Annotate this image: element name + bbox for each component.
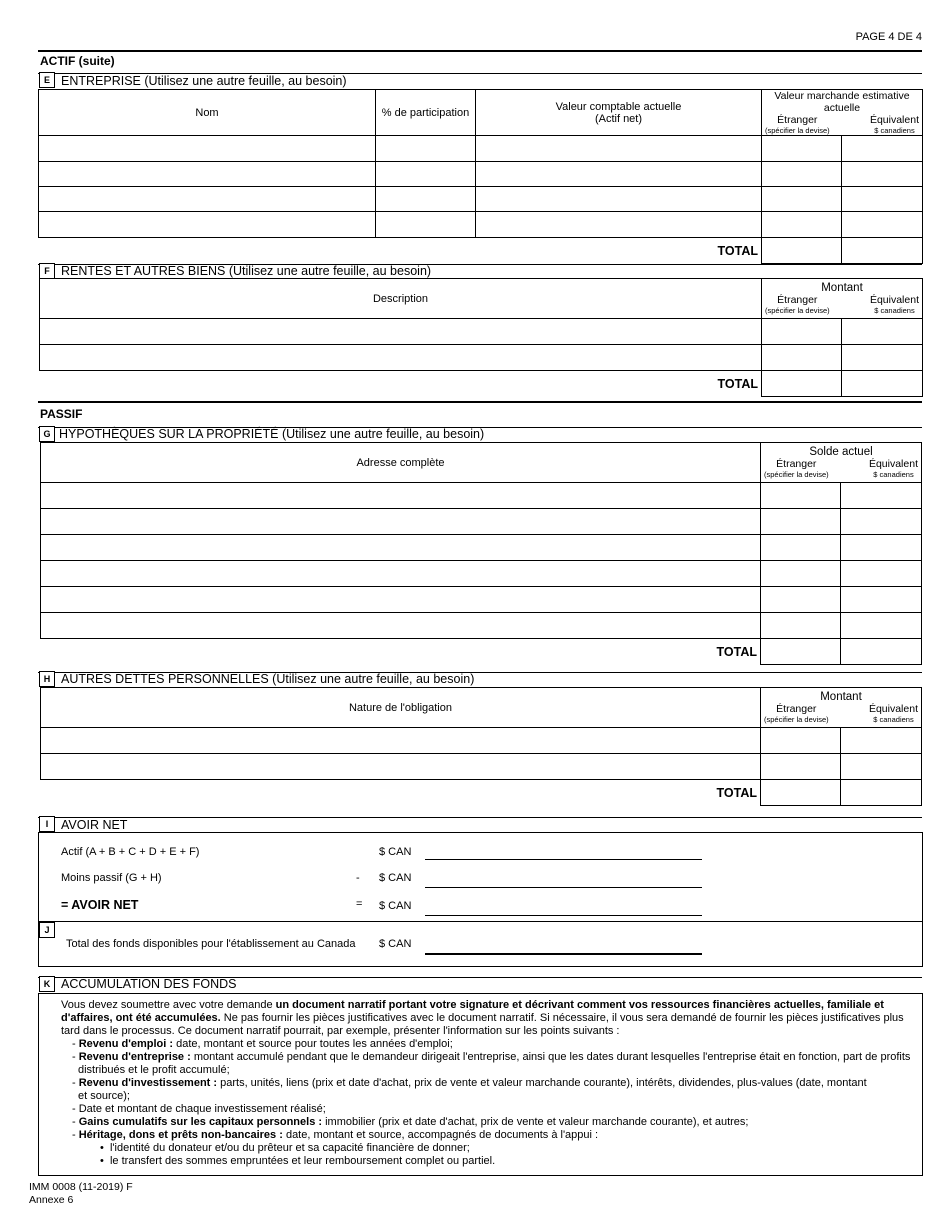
entry-cell[interactable] bbox=[762, 162, 842, 187]
bullet-label: Héritage, dons et prêts non-bancaires : bbox=[78, 1129, 283, 1141]
bullet-label: Revenu d'entreprise : bbox=[78, 1051, 191, 1063]
bullet-text: parts, unités, liens (prix et date d'achat, prix de vente et valeur marchande courante), intérêts, dividendes, plus-values (date, montant et source); bbox=[78, 1077, 867, 1103]
table-row[interactable] bbox=[40, 345, 923, 371]
entry-cell[interactable] bbox=[841, 754, 922, 780]
entry-cell[interactable] bbox=[761, 535, 841, 561]
section-k-title: ACCUMULATION DES FONDS bbox=[61, 977, 237, 991]
entry-cell[interactable] bbox=[841, 613, 922, 639]
entry-cell[interactable] bbox=[41, 754, 761, 780]
table-row[interactable] bbox=[39, 212, 923, 238]
col-balance-title: Solde actuel bbox=[809, 446, 873, 458]
entry-cell[interactable] bbox=[41, 509, 761, 535]
col-market-header bbox=[762, 90, 923, 136]
entry-cell[interactable] bbox=[41, 561, 761, 587]
mortgages-table bbox=[40, 442, 922, 665]
entry-cell[interactable] bbox=[762, 136, 842, 162]
table-row[interactable] bbox=[41, 754, 922, 780]
entry-cell[interactable] bbox=[376, 212, 476, 238]
foreign-sublabel: (spécifier la devise) bbox=[765, 306, 830, 315]
total-equiv-cell[interactable] bbox=[842, 238, 923, 264]
available-funds-label: Total des fonds disponibles pour l'établissement au Canada bbox=[66, 938, 356, 950]
total-equiv-cell[interactable] bbox=[842, 371, 923, 397]
entry-cell[interactable] bbox=[841, 483, 922, 509]
entry-cell[interactable] bbox=[376, 162, 476, 187]
entry-cell[interactable] bbox=[41, 483, 761, 509]
table-row[interactable] bbox=[39, 187, 923, 212]
entry-cell[interactable] bbox=[761, 754, 841, 780]
heading-rule bbox=[38, 50, 922, 52]
bullet-text: Date et montant de chaque investissement réalisé; bbox=[78, 1103, 326, 1115]
table-row[interactable] bbox=[41, 613, 922, 639]
entry-cell[interactable] bbox=[762, 187, 842, 212]
col-pct-header: % de participation bbox=[376, 90, 476, 136]
entry-cell[interactable] bbox=[762, 345, 842, 371]
section-i-letter: I bbox=[39, 816, 55, 832]
entry-cell[interactable] bbox=[841, 728, 922, 754]
section-g-letter: G bbox=[39, 426, 55, 442]
net-worth-field[interactable] bbox=[425, 915, 702, 916]
foreign-sublabel: (spécifier la devise) bbox=[765, 126, 830, 135]
entry-cell[interactable] bbox=[476, 162, 762, 187]
total-foreign-cell[interactable] bbox=[761, 780, 841, 806]
foreign-label: Étranger bbox=[777, 114, 818, 126]
table-row[interactable] bbox=[41, 728, 922, 754]
bullet-dot-icon: • bbox=[100, 1155, 104, 1167]
table-row[interactable] bbox=[41, 509, 922, 535]
table-row[interactable] bbox=[39, 136, 923, 162]
entry-cell[interactable] bbox=[761, 483, 841, 509]
section-h-title: AUTRES DETTES PERSONNELLES (Utilisez une autre feuille, au besoin) bbox=[61, 672, 475, 686]
net-worth-label: = AVOIR NET bbox=[61, 898, 139, 912]
entry-cell[interactable] bbox=[841, 587, 922, 613]
foreign-label: Étranger bbox=[776, 458, 817, 470]
entry-cell[interactable] bbox=[376, 136, 476, 162]
equals-sign: = bbox=[356, 898, 363, 910]
entry-cell[interactable] bbox=[40, 345, 762, 371]
available-funds-field[interactable] bbox=[425, 953, 702, 955]
col-market-title: Valeur marchande estimative actuelle bbox=[774, 90, 910, 114]
entry-cell[interactable] bbox=[841, 535, 922, 561]
currency-label: $ CAN bbox=[379, 872, 412, 884]
equiv-sublabel: $ canadiens bbox=[874, 306, 915, 315]
section-i-title: AVOIR NET bbox=[61, 818, 128, 832]
entry-cell[interactable] bbox=[41, 587, 761, 613]
sub-list-item bbox=[100, 1142, 900, 1155]
intro-text-cont: Ne pas fournir les pièces justificatives avec le document narratif. Si nécessaire, il vous sera demandé de fournir les pièces justificatives plus tard dans le processus. Ce document narratif pourrait, par exemple, présenter l'information sur les points suivants : bbox=[61, 1012, 904, 1038]
equiv-sublabel: $ canadiens bbox=[874, 126, 915, 135]
entry-cell[interactable] bbox=[39, 136, 376, 162]
intro-bold-text: un document narratif portant votre signature et décrivant comment vos ressources financières actuelles, familiale et d'affaires, ont été accumulées. bbox=[61, 999, 884, 1025]
section-rule bbox=[38, 921, 922, 922]
total-label: TOTAL bbox=[39, 238, 762, 264]
bullet-text: date, montant et source, accompagnés de documents à l'appui : bbox=[282, 1129, 599, 1141]
annuities-table bbox=[39, 278, 923, 397]
currency-label: $ CAN bbox=[379, 938, 412, 950]
form-id: IMM 0008 (11-2019) F bbox=[29, 1181, 133, 1193]
total-foreign-cell[interactable] bbox=[762, 238, 842, 264]
foreign-label: Étranger bbox=[776, 703, 817, 715]
entry-cell[interactable] bbox=[40, 319, 762, 345]
entry-cell[interactable] bbox=[41, 613, 761, 639]
equiv-label: Équivalent bbox=[869, 294, 919, 306]
entry-cell[interactable] bbox=[39, 162, 376, 187]
col-book-line2: (Actif net) bbox=[594, 112, 643, 125]
table-row[interactable] bbox=[40, 319, 923, 345]
entry-cell[interactable] bbox=[761, 561, 841, 587]
foreign-label: Étranger bbox=[777, 294, 818, 306]
total-equiv-cell[interactable] bbox=[841, 639, 922, 665]
bullet-label: Gains cumulatifs sur les capitaux personnels : bbox=[78, 1116, 323, 1128]
currency-label: $ CAN bbox=[379, 846, 412, 858]
entry-cell[interactable] bbox=[41, 535, 761, 561]
liabilities-heading: PASSIF bbox=[40, 407, 83, 421]
list-item: - Date et montant de chaque investissement réalisé; bbox=[72, 1103, 326, 1115]
col-book-header bbox=[476, 90, 762, 136]
section-e-letter: E bbox=[39, 72, 55, 88]
table-row[interactable] bbox=[39, 162, 923, 187]
entry-cell[interactable] bbox=[39, 187, 376, 212]
entry-cell[interactable] bbox=[842, 187, 923, 212]
entry-cell[interactable] bbox=[842, 136, 923, 162]
entry-cell[interactable] bbox=[841, 509, 922, 535]
entry-cell[interactable] bbox=[41, 728, 761, 754]
entry-cell[interactable] bbox=[761, 509, 841, 535]
section-g-title: HYPOTHÈQUES SUR LA PROPRIÉTÉ (Utilisez une autre feuille, au besoin) bbox=[59, 427, 485, 441]
heading-rule bbox=[38, 401, 922, 403]
liabilities-sum-label: Moins passif (G + H) bbox=[61, 872, 162, 884]
assets-sum-field[interactable] bbox=[425, 859, 702, 860]
section-j-letter: J bbox=[39, 922, 55, 938]
col-amount-header bbox=[762, 279, 923, 319]
entry-cell[interactable] bbox=[842, 162, 923, 187]
assets-heading: ACTIF (suite) bbox=[40, 54, 115, 68]
entry-cell[interactable] bbox=[761, 728, 841, 754]
entry-cell[interactable] bbox=[842, 319, 923, 345]
page-number: PAGE 4 DE 4 bbox=[855, 31, 922, 43]
section-e-title: ENTREPRISE (Utilisez une autre feuille, au besoin) bbox=[61, 74, 347, 88]
col-desc-header: Description bbox=[40, 279, 762, 319]
minus-sign: - bbox=[356, 872, 360, 884]
section-f-letter: F bbox=[39, 263, 55, 279]
section-rule bbox=[38, 817, 922, 818]
intro-text: Vous devez soumettre avec votre demande bbox=[61, 999, 276, 1011]
entry-cell[interactable] bbox=[842, 212, 923, 238]
col-balance-header bbox=[761, 443, 922, 483]
business-table bbox=[38, 89, 923, 264]
total-foreign-cell[interactable] bbox=[761, 639, 841, 665]
entry-cell[interactable] bbox=[841, 561, 922, 587]
total-label: TOTAL bbox=[40, 371, 762, 397]
entry-cell[interactable] bbox=[762, 212, 842, 238]
sub-bullet-text: le transfert des sommes empruntées et leur remboursement complet ou partiel. bbox=[109, 1155, 496, 1167]
debts-table bbox=[40, 687, 922, 806]
entry-cell[interactable] bbox=[842, 345, 923, 371]
equiv-label: Équivalent bbox=[868, 703, 918, 715]
table-row[interactable] bbox=[41, 561, 922, 587]
sub-list-item bbox=[100, 1155, 900, 1168]
col-amount-title: Montant bbox=[821, 282, 863, 294]
col-nature-header: Nature de l'obligation bbox=[41, 688, 761, 728]
sub-bullet-text: l'identité du donateur et/ou du prêteur et sa capacité financière de donner; bbox=[109, 1142, 470, 1154]
annex-label: Annexe 6 bbox=[29, 1194, 74, 1206]
equiv-label: Équivalent bbox=[868, 458, 918, 470]
entry-cell[interactable] bbox=[476, 187, 762, 212]
bullet-text: montant accumulé pendant que le demandeur dirigeait l'entreprise, ainsi que les dates durant lesquelles l'entreprise était en fonction, part de profits distribués et le profit accumulé; bbox=[78, 1051, 911, 1077]
section-f-title: RENTES ET AUTRES BIENS (Utilisez une autre feuille, au besoin) bbox=[61, 264, 432, 278]
entry-cell[interactable] bbox=[476, 136, 762, 162]
entry-cell[interactable] bbox=[762, 319, 842, 345]
equiv-sublabel: $ canadiens bbox=[873, 470, 914, 479]
col-amount-header bbox=[761, 688, 922, 728]
foreign-sublabel: (spécifier la devise) bbox=[764, 470, 829, 479]
col-address-header: Adresse complète bbox=[41, 443, 761, 483]
bullet-label: Revenu d'investissement : bbox=[78, 1077, 218, 1089]
total-label: TOTAL bbox=[41, 639, 761, 665]
list-item: - Héritage, dons et prêts non-bancaires : date, montant et source, accompagnés de documents à l'appui : bbox=[72, 1129, 599, 1141]
list-item: - Revenu d'emploi : date, montant et source pour toutes les années d'emploi; bbox=[72, 1038, 453, 1050]
bullet-dot-icon: • bbox=[100, 1142, 104, 1154]
list-item: - Gains cumulatifs sur les capitaux personnels : immobilier (prix et date d'achat, prix de vente et valeur marchande courante), et autres; bbox=[72, 1116, 749, 1128]
fund-accumulation-text bbox=[61, 999, 917, 1039]
col-book-line1: Valeur comptable actuelle bbox=[555, 100, 682, 113]
table-row[interactable] bbox=[41, 483, 922, 509]
equiv-sublabel: $ canadiens bbox=[873, 715, 914, 724]
list-item: - Revenu d'investissement : parts, unités, liens (prix et date d'achat, prix de vente et valeur marchande courante), intérêts, dividendes, plus-values (date, montant et source); bbox=[72, 1077, 867, 1103]
liabilities-sum-field[interactable] bbox=[425, 887, 702, 888]
bullet-label: Revenu d'emploi : bbox=[78, 1038, 174, 1050]
table-row[interactable] bbox=[41, 535, 922, 561]
currency-label: $ CAN bbox=[379, 900, 412, 912]
entry-cell[interactable] bbox=[761, 587, 841, 613]
total-label: TOTAL bbox=[41, 780, 761, 806]
entry-cell[interactable] bbox=[39, 212, 376, 238]
entry-cell[interactable] bbox=[376, 187, 476, 212]
total-equiv-cell[interactable] bbox=[841, 780, 922, 806]
col-amount-title: Montant bbox=[820, 691, 862, 703]
bullet-text: date, montant et source pour toutes les années d'emploi; bbox=[173, 1038, 453, 1050]
total-foreign-cell[interactable] bbox=[762, 371, 842, 397]
section-k-letter: K bbox=[39, 976, 55, 992]
assets-sum-label: Actif (A + B + C + D + E + F) bbox=[61, 846, 200, 858]
entry-cell[interactable] bbox=[476, 212, 762, 238]
col-name-header: Nom bbox=[39, 90, 376, 136]
section-h-letter: H bbox=[39, 671, 55, 687]
equiv-label: Équivalent bbox=[869, 114, 919, 126]
table-row[interactable] bbox=[41, 587, 922, 613]
bullet-text: immobilier (prix et date d'achat, prix de vente et valeur marchande courante), et autres; bbox=[322, 1116, 749, 1128]
list-item: - Revenu d'entreprise : montant accumulé pendant que le demandeur dirigeait l'entreprise, ainsi que les dates durant lesquelles l'entreprise était en fonction, part de profits distribués et le profit accumulé; bbox=[72, 1051, 911, 1077]
entry-cell[interactable] bbox=[761, 613, 841, 639]
foreign-sublabel: (spécifier la devise) bbox=[764, 715, 829, 724]
